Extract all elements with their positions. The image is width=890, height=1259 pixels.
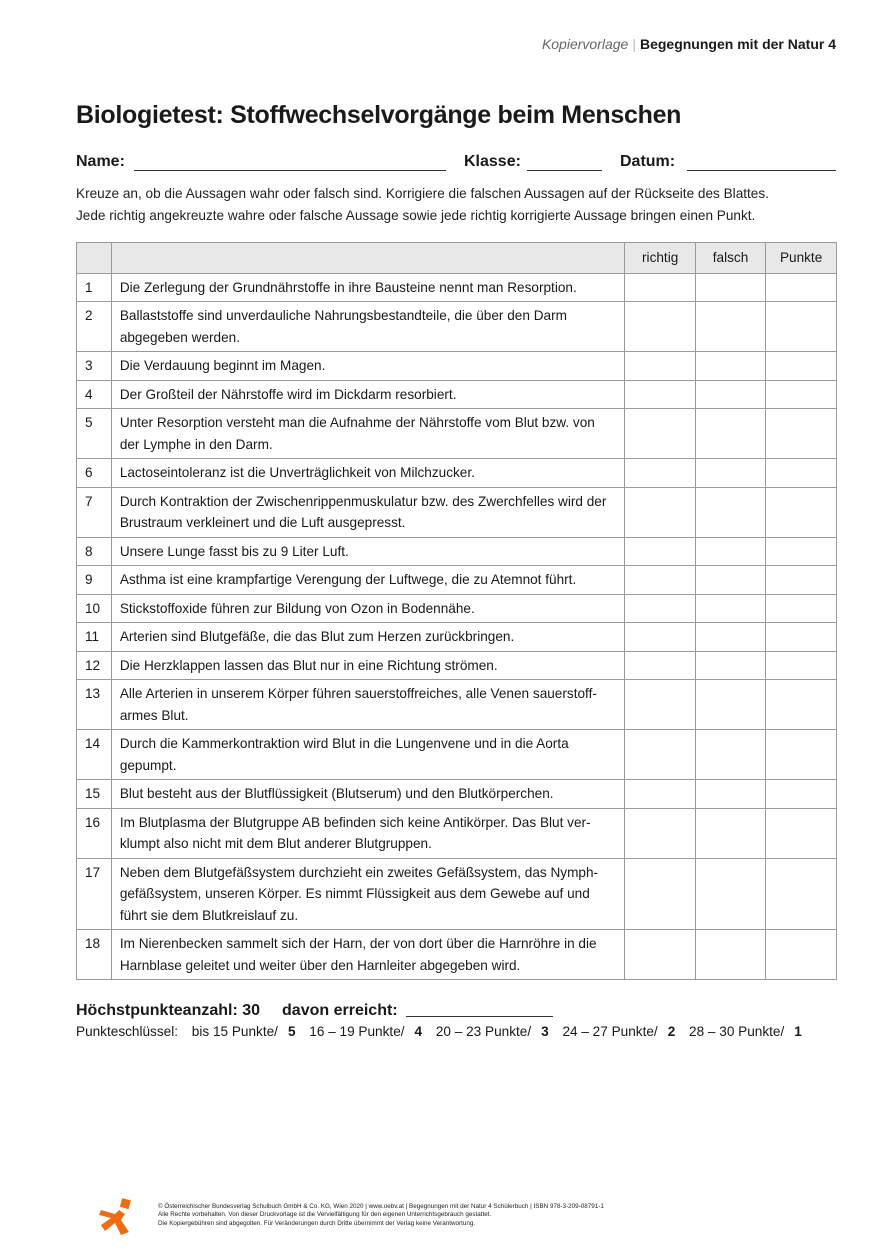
publisher-logo-icon [99, 1198, 139, 1236]
punkte-field[interactable] [766, 380, 837, 409]
key-grade: 1 [794, 1024, 802, 1039]
header-falsch: falsch [695, 243, 765, 274]
table-row [77, 780, 837, 809]
key-range: 24 – 27 Punkte/ [562, 1024, 658, 1039]
grading-key [76, 1024, 812, 1039]
falsch-checkbox[interactable] [695, 930, 765, 980]
punkte-field[interactable] [766, 273, 837, 302]
row-number: 12 [77, 651, 112, 680]
row-number: 13 [77, 680, 112, 730]
falsch-checkbox[interactable] [695, 651, 765, 680]
table-row [77, 730, 837, 780]
richtig-checkbox[interactable] [625, 651, 695, 680]
table-header-row [77, 243, 837, 274]
table-row [77, 651, 837, 680]
row-statement: Stickstoffoxide führen zur Bildung von Ozon in Bodennähe. [111, 594, 625, 623]
falsch-checkbox[interactable] [695, 730, 765, 780]
falsch-checkbox[interactable] [695, 409, 765, 459]
row-statement: Die Herzklappen lassen das Blut nur in eine Richtung strömen. [111, 651, 625, 680]
page-title: Biologietest: Stoffwechselvorgänge beim Menschen [76, 101, 682, 129]
table-row [77, 459, 837, 488]
key-grade: 4 [414, 1024, 423, 1039]
student-fields [76, 153, 836, 175]
table-row [77, 623, 837, 652]
table-row [77, 858, 837, 930]
row-statement: Alle Arterien in unserem Körper führen sauerstoffreiches, alle Venen sauerstoff-armes Blut. [111, 680, 625, 730]
punkte-field[interactable] [766, 680, 837, 730]
punkte-field[interactable] [766, 409, 837, 459]
richtig-checkbox[interactable] [625, 459, 695, 488]
richtig-checkbox[interactable] [625, 380, 695, 409]
key-item [689, 1024, 802, 1039]
table-row [77, 566, 837, 595]
punkte-field[interactable] [766, 730, 837, 780]
footer-rights: Alle Rechte vorbehalten. Von dieser Druckvorlage ist die Vervielfältigung für den eigenen Unterrichtsgebrauch gestattet. [158, 1211, 492, 1219]
richtig-checkbox[interactable] [625, 487, 695, 537]
punkte-field[interactable] [766, 623, 837, 652]
key-range: 20 – 23 Punkte/ [435, 1024, 532, 1039]
test-table [76, 242, 837, 980]
falsch-checkbox[interactable] [695, 352, 765, 381]
punkte-field[interactable] [766, 302, 837, 352]
row-statement: Unsere Lunge fasst bis zu 9 Liter Luft. [111, 537, 625, 566]
key-grade: 5 [287, 1024, 296, 1039]
richtig-checkbox[interactable] [625, 594, 695, 623]
row-statement: Neben dem Blutgefäßsystem durchzieht ein zweites Gefäßsystem, das Nymph-gefäßsystem, unseren Körper. Es nimmt Flüssigkeit aus dem Gewebe auf und führt sie dem Blutkreislauf zu. [111, 858, 625, 930]
richtig-checkbox[interactable] [625, 680, 695, 730]
table-row [77, 537, 837, 566]
name-field[interactable] [134, 170, 446, 171]
richtig-checkbox[interactable] [625, 302, 695, 352]
key-range: 16 – 19 Punkte/ [309, 1024, 405, 1039]
falsch-checkbox[interactable] [695, 380, 765, 409]
instruction-line: Jede richtig angekreuzte wahre oder falsche Aussage sowie jede richtig korrigierte Aussage bringen einen Punkt. [76, 208, 756, 223]
key-item [192, 1024, 296, 1039]
row-statement: Die Verdauung beginnt im Magen. [111, 352, 625, 381]
table-row [77, 487, 837, 537]
falsch-checkbox[interactable] [695, 858, 765, 930]
row-number: 5 [77, 409, 112, 459]
row-number: 10 [77, 594, 112, 623]
max-points: Höchstpunkteanzahl: 30 [76, 1002, 261, 1019]
row-statement: Durch Kontraktion der Zwischenrippenmuskulatur bzw. des Zwerchfelles wird der Brustraum verkleinert und die Luft ausgepresst. [111, 487, 625, 537]
richtig-checkbox[interactable] [625, 537, 695, 566]
table-row [77, 302, 837, 352]
row-statement: Unter Resorption versteht man die Aufnahme der Nährstoffe vom Blut bzw. von der Lymphe in den Darm. [111, 409, 625, 459]
punkte-field[interactable] [766, 808, 837, 858]
row-number: 3 [77, 352, 112, 381]
punkte-field[interactable] [766, 537, 837, 566]
row-number: 18 [77, 930, 112, 980]
falsch-checkbox[interactable] [695, 302, 765, 352]
row-number: 14 [77, 730, 112, 780]
key-range: bis 15 Punkte/ [191, 1024, 278, 1039]
punkte-field[interactable] [766, 930, 837, 980]
table-row [77, 273, 837, 302]
row-statement: Lactoseintoleranz ist die Unverträglichkeit von Milchzucker. [111, 459, 625, 488]
row-number: 15 [77, 780, 112, 809]
richtig-checkbox[interactable] [625, 780, 695, 809]
row-statement: Blut besteht aus der Blutflüssigkeit (Blutserum) und den Blutkörperchen. [111, 780, 625, 809]
row-statement: Der Großteil der Nährstoffe wird im Dickdarm resorbiert. [111, 380, 625, 409]
row-number: 11 [77, 623, 112, 652]
table-row [77, 808, 837, 858]
footer-copyright: © Österreichischer Bundesverlag Schulbuch GmbH & Co. KG, Wien 2020 | www.oebv.at | Begegnungen mit der Natur 4 Schülerbuch | ISBN 978-3-209-08791-1 [158, 1203, 604, 1210]
table-row [77, 594, 837, 623]
richtig-checkbox[interactable] [625, 623, 695, 652]
header-separator: | [632, 36, 636, 52]
row-statement: Asthma ist eine krampfartige Verengung der Luftwege, die zu Atemnot führt. [111, 566, 625, 595]
punkte-field[interactable] [766, 594, 837, 623]
key-item [309, 1024, 422, 1039]
achieved-field[interactable] [406, 1016, 553, 1017]
table-row [77, 930, 837, 980]
header-label: Kopiervorlage [541, 36, 629, 52]
footer [158, 1203, 604, 1228]
key-grade: 2 [667, 1024, 676, 1039]
richtig-checkbox[interactable] [625, 566, 695, 595]
klasse-field[interactable] [527, 170, 602, 171]
punkte-field[interactable] [766, 780, 837, 809]
richtig-checkbox[interactable] [625, 409, 695, 459]
footer-disclaimer: Die Kopiergebühren sind abgegolten. Für Veränderungen durch Dritte übernimmt der Verlag keine Verantwortung. [158, 1219, 476, 1227]
datum-label: Datum: [620, 153, 676, 170]
key-label: Punkteschlüssel: [76, 1024, 179, 1039]
klasse-label: Klasse: [464, 153, 521, 170]
row-number: 1 [77, 273, 112, 302]
instruction-line: Kreuze an, ob die Aussagen wahr oder falsch sind. Korrigiere die falschen Aussagen auf der Rückseite des Blattes. [76, 186, 769, 201]
falsch-checkbox[interactable] [695, 780, 765, 809]
header-statement [111, 243, 625, 274]
row-number: 16 [77, 808, 112, 858]
punkte-field[interactable] [766, 651, 837, 680]
key-item [436, 1024, 549, 1039]
punkte-field[interactable] [766, 566, 837, 595]
punkte-field[interactable] [766, 487, 837, 537]
richtig-checkbox[interactable] [625, 352, 695, 381]
row-statement: Ballaststoffe sind unverdauliche Nahrungsbestandteile, die über den Darm abgegeben werden. [111, 302, 625, 352]
key-grade: 3 [541, 1024, 549, 1039]
row-number: 4 [77, 380, 112, 409]
key-item [562, 1024, 675, 1039]
falsch-checkbox[interactable] [695, 623, 765, 652]
header-punkte: Punkte [766, 243, 837, 274]
richtig-checkbox[interactable] [625, 273, 695, 302]
row-number: 2 [77, 302, 112, 352]
row-statement: Im Blutplasma der Blutgruppe AB befinden sich keine Antikörper. Das Blut ver-klumpt also nicht mit dem Blut anderer Blutgruppen. [111, 808, 625, 858]
punkte-field[interactable] [766, 352, 837, 381]
row-number: 9 [77, 566, 112, 595]
row-statement: Durch die Kammerkontraktion wird Blut in die Lungenvene und in die Aorta gepumpt. [111, 730, 625, 780]
table-row [77, 380, 837, 409]
table-row [77, 409, 837, 459]
key-range: 28 – 30 Punkte/ [689, 1024, 785, 1039]
row-statement: Die Zerlegung der Grundnährstoffe in ihre Bausteine nennt man Resorption. [111, 273, 625, 302]
richtig-checkbox[interactable] [625, 858, 695, 930]
punkte-field[interactable] [766, 459, 837, 488]
falsch-checkbox[interactable] [695, 459, 765, 488]
page-header [542, 36, 836, 52]
row-number: 8 [77, 537, 112, 566]
table-row [77, 352, 837, 381]
falsch-checkbox[interactable] [695, 594, 765, 623]
row-number: 7 [77, 487, 112, 537]
achieved-label: davon erreicht: [282, 1002, 398, 1019]
richtig-checkbox[interactable] [625, 808, 695, 858]
falsch-checkbox[interactable] [695, 566, 765, 595]
header-num [77, 243, 112, 274]
header-richtig: richtig [625, 243, 695, 274]
row-number: 6 [77, 459, 112, 488]
richtig-checkbox[interactable] [625, 930, 695, 980]
row-statement: Im Nierenbecken sammelt sich der Harn, der von dort über die Harnröhre in die Harnblase geleitet und weiter über den Harnleiter abgegeben wird. [111, 930, 625, 980]
falsch-checkbox[interactable] [695, 808, 765, 858]
row-number: 17 [77, 858, 112, 930]
falsch-checkbox[interactable] [695, 487, 765, 537]
score-summary [76, 1002, 553, 1020]
falsch-checkbox[interactable] [695, 680, 765, 730]
falsch-checkbox[interactable] [695, 537, 765, 566]
row-statement: Arterien sind Blutgefäße, die das Blut zum Herzen zurückbringen. [111, 623, 625, 652]
name-label: Name: [76, 153, 125, 170]
header-book-title: Begegnungen mit der Natur 4 [639, 36, 836, 52]
punkte-field[interactable] [766, 858, 837, 930]
datum-field[interactable] [687, 170, 836, 171]
richtig-checkbox[interactable] [625, 730, 695, 780]
instructions [76, 183, 769, 227]
table-row [77, 680, 837, 730]
falsch-checkbox[interactable] [695, 273, 765, 302]
